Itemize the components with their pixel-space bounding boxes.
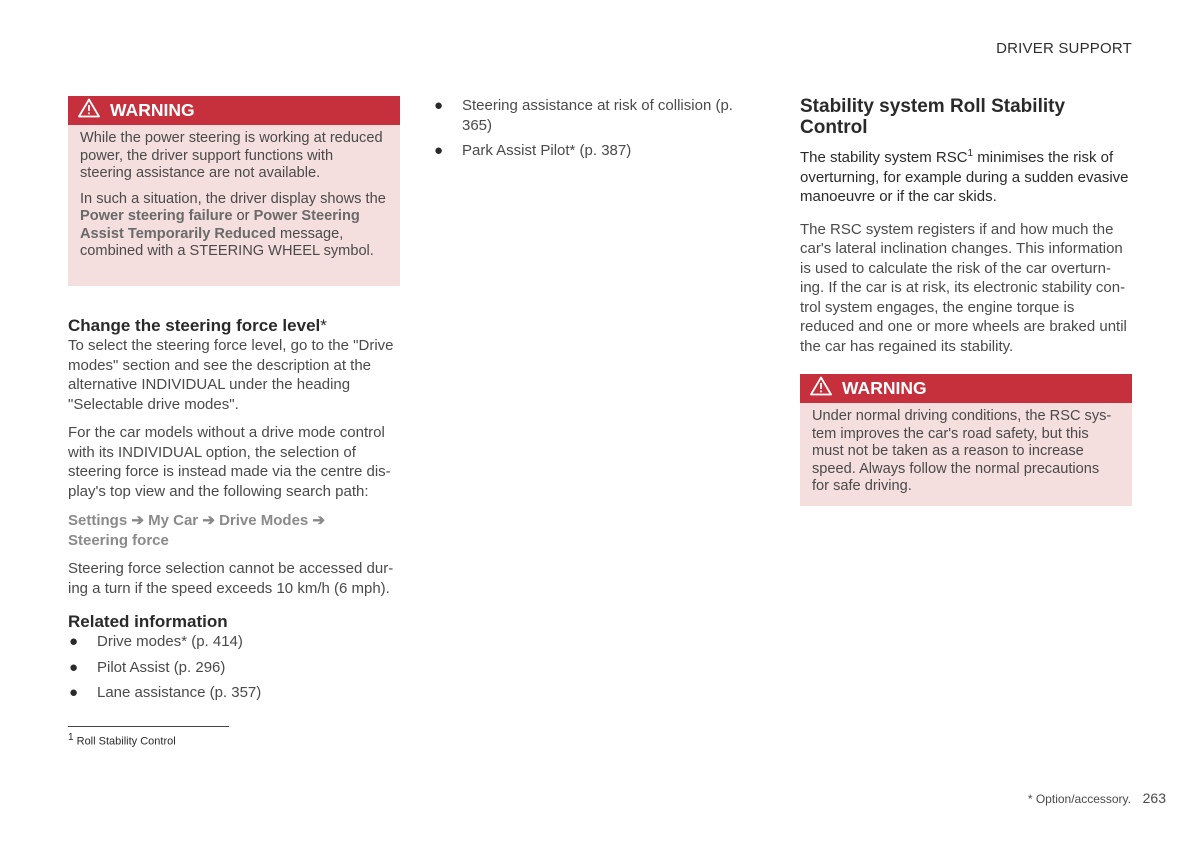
path-item: Steering force bbox=[68, 531, 169, 549]
arrow-right-icon: ➔ bbox=[312, 512, 326, 529]
arrow-right-icon: ➔ bbox=[131, 512, 144, 529]
path-item: Drive Modes bbox=[219, 512, 309, 529]
warning-box-rsc bbox=[800, 374, 1132, 506]
related-link[interactable] bbox=[68, 632, 400, 652]
section-heading-steering-force bbox=[68, 316, 400, 336]
footnote bbox=[68, 732, 176, 748]
footnote-mark: 1 bbox=[68, 732, 74, 743]
warning-text: or bbox=[232, 208, 254, 224]
path-item: My Car bbox=[148, 512, 199, 529]
section-header: DRIVER SUPPORT bbox=[996, 40, 1132, 57]
related-information-heading: Related information bbox=[68, 612, 228, 631]
warning-text: In such a situation, the driver display shows the bbox=[80, 190, 386, 207]
link-text: Park Assist Pilot* (p. 387) bbox=[462, 142, 632, 159]
bullet-icon: ● bbox=[69, 658, 79, 676]
warning-text: message, combined with a STEERING WHEEL symbol. bbox=[80, 225, 374, 259]
warning-paragraph: Under normal driving conditions, the RSC sys- tem improves the car's road safety, but this must not be taken as a reason to increase speed. Always follow the normal precautions for safe driving. bbox=[812, 408, 1112, 494]
paragraph: Steering force selection cannot be accessed dur- ing a turn if the speed exceeds 10 km/h (6 mph). bbox=[68, 560, 394, 597]
related-list-continued bbox=[433, 96, 733, 161]
section-heading-rsc: Stability system Roll Stability Control bbox=[800, 96, 1066, 138]
bullet-icon: ● bbox=[69, 633, 79, 650]
option-star: * bbox=[320, 316, 327, 335]
related-link[interactable] bbox=[68, 683, 400, 703]
link-text: Pilot Assist (p. 296) bbox=[97, 658, 226, 676]
option-accessory-note: * Option/accessory. bbox=[1027, 792, 1131, 806]
warning-title: WARNING bbox=[842, 378, 927, 398]
paragraph: The RSC system registers if and how much the car's lateral inclination changes. This information is used to calculate the risk of the car overturn- ing. If the car is at risk, its electronic stability con- trol system engages, the engine torque is reduced and one or more wheels are braked until the car has regained its stability. bbox=[800, 220, 1127, 355]
warning-box-power-steering bbox=[68, 96, 400, 286]
paragraph: To select the steering force level, go to the "Drive modes" section and see the description at the alternative INDIVIDUAL under the heading "Selectable drive modes". bbox=[68, 337, 394, 413]
paragraph: For the car models without a drive mode control with its INDIVIDUAL option, the selection of steering force is instead made via the centre dis- play's top view and the following search path: bbox=[68, 424, 391, 500]
footnote-text: Roll Stability Control bbox=[76, 735, 176, 748]
message-name: Power steering failure bbox=[80, 208, 233, 224]
bullet-icon: ● bbox=[434, 97, 444, 114]
warning-triangle-icon bbox=[78, 98, 110, 123]
arrow-right-icon: ➔ bbox=[202, 512, 215, 529]
footnote-ref[interactable]: 1 bbox=[967, 148, 974, 159]
lead-paragraph bbox=[800, 144, 1132, 207]
warning-body bbox=[68, 125, 400, 271]
warning-paragraph: While the power steering is working at reduced power, the driver support functions with steering assistance are not available. bbox=[80, 130, 383, 181]
heading-text: Change the steering force level bbox=[68, 316, 321, 335]
message-name: Power Steering Assist Temporarily Reduced bbox=[80, 208, 360, 242]
link-text: Drive modes* (p. 414) bbox=[97, 633, 243, 650]
related-link[interactable] bbox=[68, 658, 400, 678]
link-text: Steering assistance at risk of collision (p. 365) bbox=[462, 97, 733, 134]
column-left bbox=[68, 96, 400, 709]
footnote-divider bbox=[68, 726, 229, 727]
warning-header bbox=[800, 374, 1132, 403]
warning-triangle-icon bbox=[810, 376, 842, 401]
column-middle bbox=[433, 96, 733, 167]
bullet-icon: ● bbox=[69, 684, 79, 701]
warning-body bbox=[800, 403, 1132, 506]
lead-text: minimises the risk of overturning, for example during a sudden evasive manoeuvre or if the car skids. bbox=[800, 149, 1129, 205]
warning-paragraph-2 bbox=[80, 191, 388, 261]
path-item: Settings bbox=[68, 512, 128, 529]
lead-text: The stability system RSC bbox=[800, 149, 968, 166]
link-text: Lane assistance (p. 357) bbox=[97, 684, 262, 701]
related-list bbox=[68, 632, 400, 703]
page-number: 263 bbox=[1142, 790, 1166, 806]
related-link[interactable] bbox=[433, 96, 733, 135]
search-path bbox=[68, 511, 400, 550]
bullet-icon: ● bbox=[434, 142, 444, 159]
warning-title: WARNING bbox=[110, 100, 195, 120]
related-link[interactable] bbox=[433, 141, 733, 161]
warning-header bbox=[68, 96, 400, 125]
column-right bbox=[800, 96, 1132, 506]
